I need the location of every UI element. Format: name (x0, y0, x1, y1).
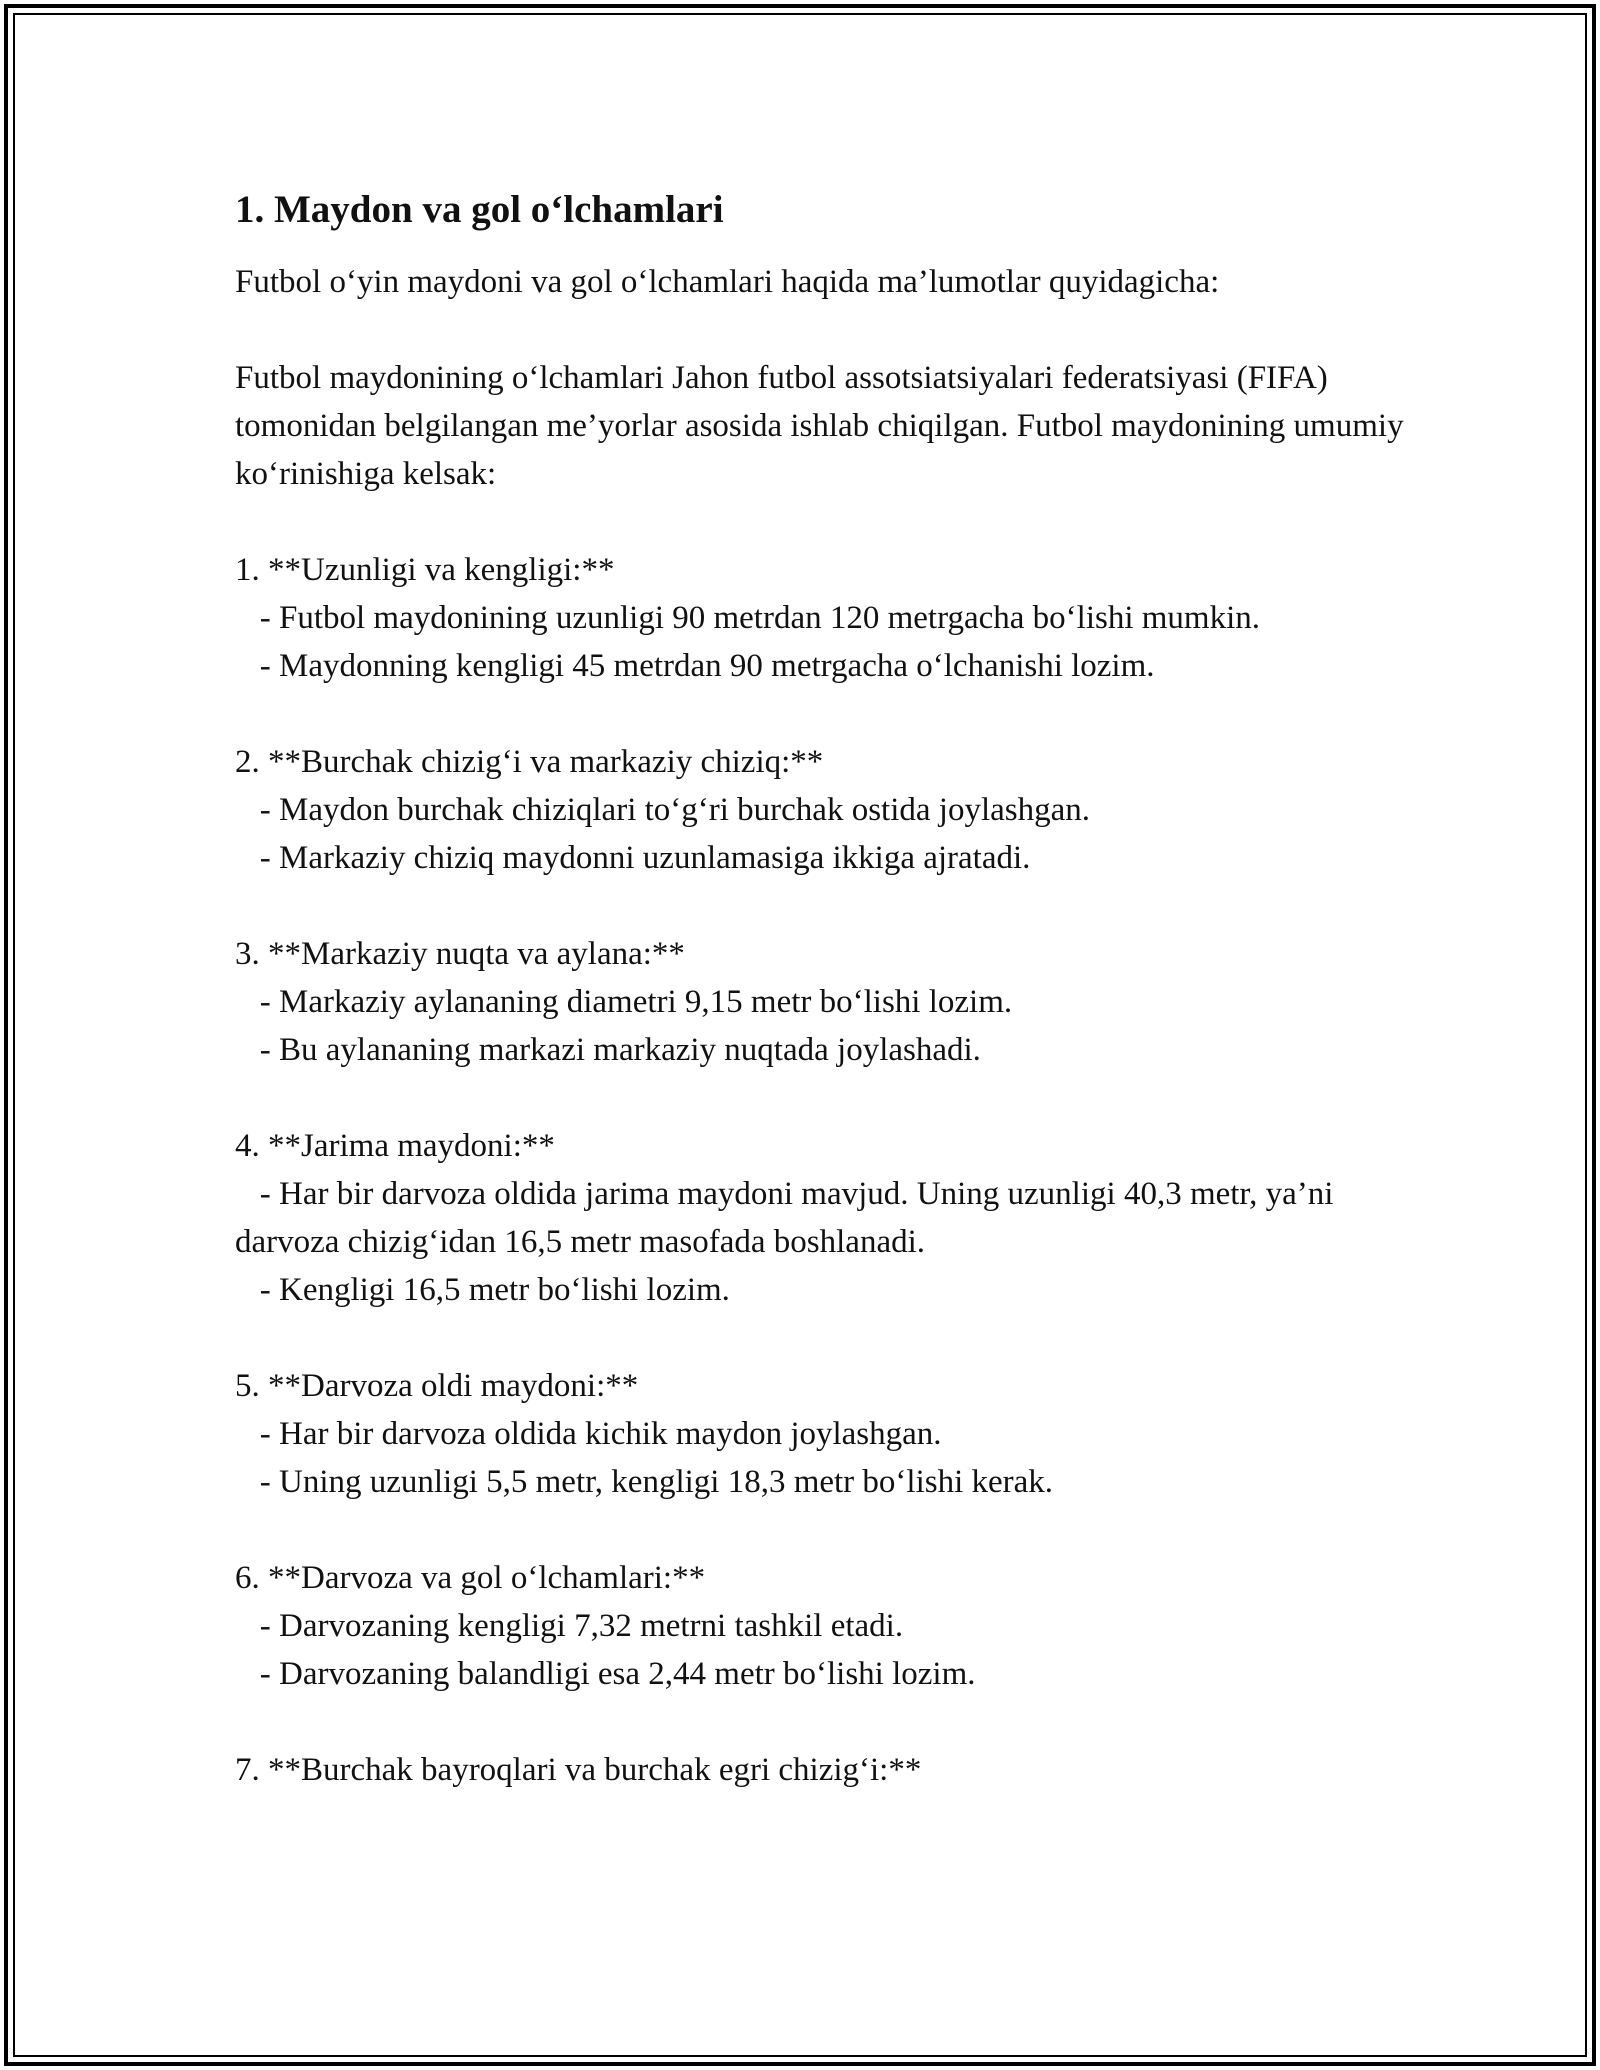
list-item: - Har bir darvoza oldida kichik maydon joylashgan. (235, 1416, 942, 1452)
list-item: - Futbol maydonining uzunligi 90 metrdan 120 metrgacha bo‘lishi mumkin. (235, 600, 1261, 636)
section-5 (235, 1362, 1415, 1506)
fifa-paragraph: Futbol maydonining o‘lchamlari Jahon futbol assotsiatsiyalari federatsiyasi (FIFA) tomonidan belgilangan me’yorlar asosida ishlab chiqilgan. Futbol maydonining umumiy ko‘rinishiga kelsak: (235, 360, 1404, 492)
document-body (235, 186, 1415, 1794)
section-3 (235, 930, 1415, 1074)
list-item: - Bu aylananing markazi markaziy nuqtada joylashadi. (235, 1032, 981, 1068)
section-4 (235, 1122, 1415, 1314)
spacer (235, 1074, 1415, 1122)
section-title: 5. **Darvoza oldi maydoni:** (235, 1368, 639, 1404)
list-item: - Markaziy aylananing diametri 9,15 metr bo‘lishi lozim. (235, 984, 1013, 1020)
spacer (235, 1698, 1415, 1746)
list-item: - Har bir darvoza oldida jarima maydoni mavjud. Uning uzunligi 40,3 metr, ya’ni darvoza chizig‘idan 16,5 metr masofada boshlanadi. (235, 1176, 1342, 1260)
intro-paragraph: Futbol o‘yin maydoni va gol o‘lchamlari haqida ma’lumotlar quyidagicha: (235, 264, 1220, 300)
section-2 (235, 738, 1415, 882)
list-item: - Darvozaning balandligi esa 2,44 metr bo‘lishi lozim. (235, 1656, 976, 1692)
section-7 (235, 1746, 1415, 1794)
spacer (235, 1314, 1415, 1362)
section-title: 4. **Jarima maydoni:** (235, 1128, 555, 1164)
spacer (235, 690, 1415, 738)
list-item: - Markaziy chiziq maydonni uzunlamasiga ikkiga ajratadi. (235, 840, 1031, 876)
document-heading: 1. Maydon va gol o‘lchamlari (235, 188, 724, 231)
list-item: - Maydon burchak chiziqlari to‘g‘ri burchak ostida joylashgan. (235, 792, 1091, 828)
section-1 (235, 546, 1415, 690)
section-title: 7. **Burchak bayroqlari va burchak egri chizig‘i:** (235, 1752, 922, 1788)
section-title: 6. **Darvoza va gol o‘lchamlari:** (235, 1560, 706, 1596)
list-item: - Maydonning kengligi 45 metrdan 90 metrgacha o‘lchanishi lozim. (235, 648, 1155, 684)
section-title: 3. **Markaziy nuqta va aylana:** (235, 936, 685, 972)
spacer (235, 306, 1415, 354)
spacer (235, 1506, 1415, 1554)
section-title: 2. **Burchak chizig‘i va markaziy chiziq:** (235, 744, 824, 780)
list-item: - Uning uzunligi 5,5 metr, kengligi 18,3 metr bo‘lishi kerak. (235, 1464, 1054, 1500)
list-item: - Darvozaning kengligi 7,32 metrni tashkil etadi. (235, 1608, 904, 1644)
section-title: 1. **Uzunligi va kengligi:** (235, 552, 615, 588)
spacer (235, 498, 1415, 546)
list-item: - Kengligi 16,5 metr bo‘lishi lozim. (235, 1272, 730, 1308)
section-6 (235, 1554, 1415, 1698)
spacer (235, 882, 1415, 930)
